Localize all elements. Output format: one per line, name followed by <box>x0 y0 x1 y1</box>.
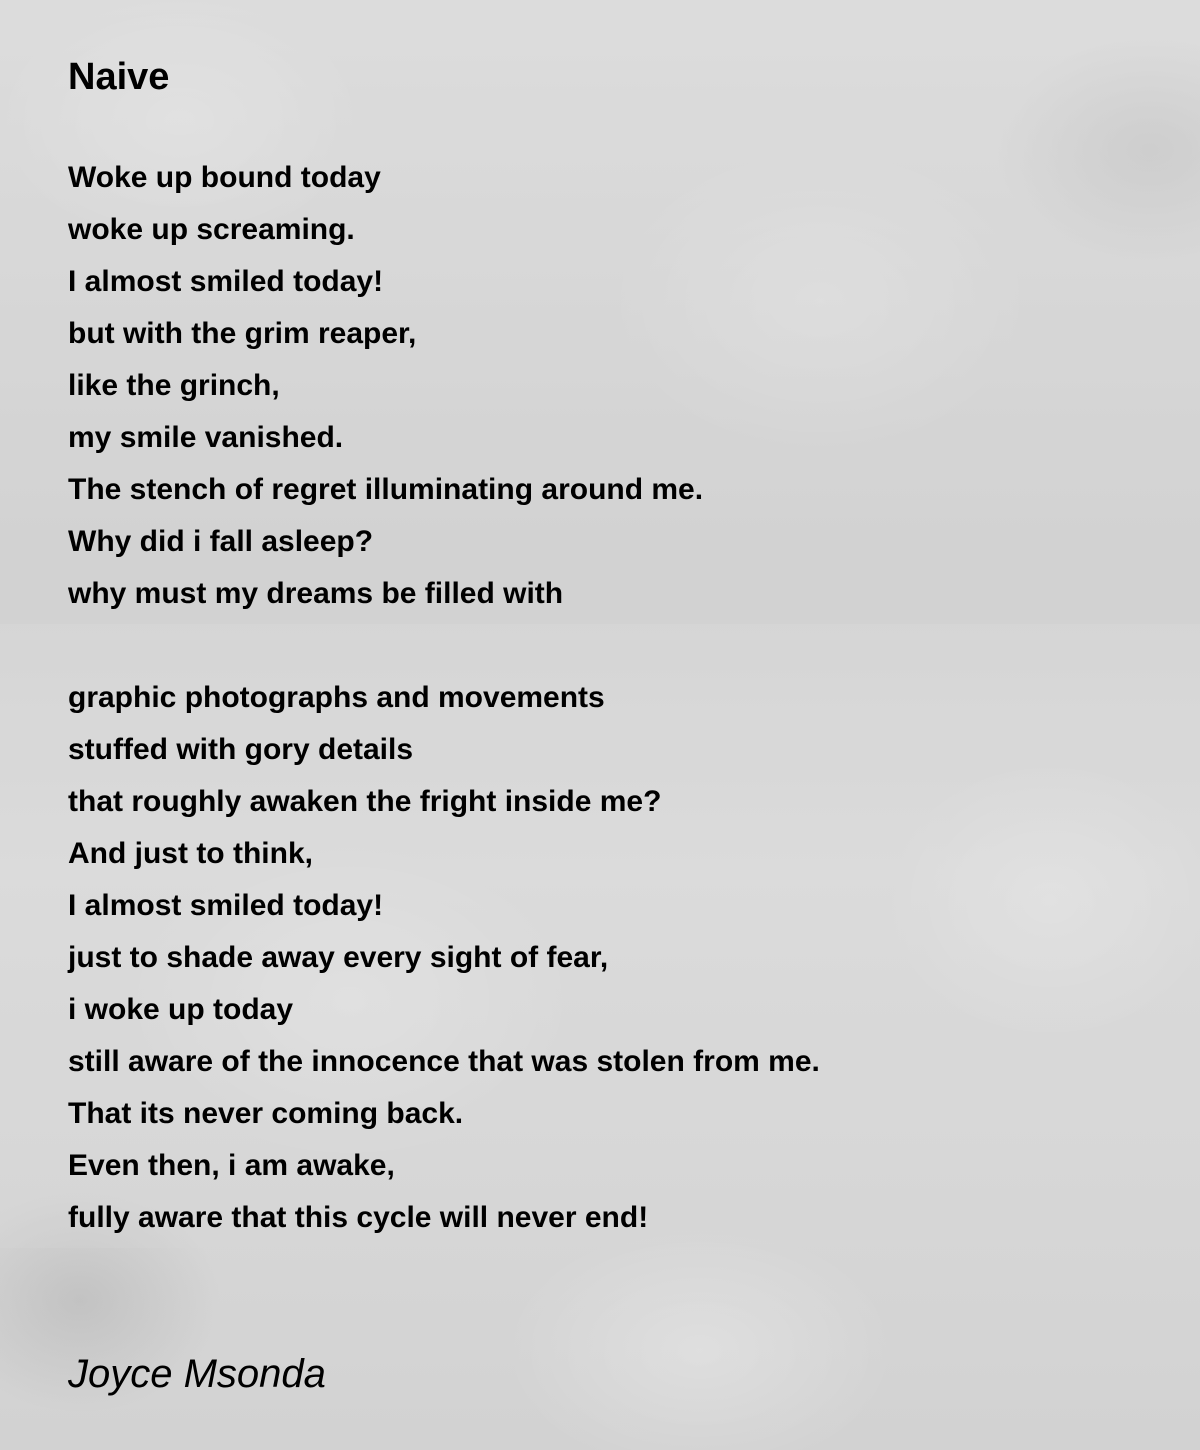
poem-line: graphic photographs and movements <box>68 681 605 714</box>
poem-line: i woke up today <box>68 993 294 1026</box>
poem-line: my smile vanished. <box>68 421 344 454</box>
stanza-2 <box>68 672 1148 1244</box>
poem-line: just to shade away every sight of fear, <box>68 941 609 974</box>
stanza-1 <box>68 152 1148 620</box>
poem-line: fully aware that this cycle will never end! <box>68 1201 649 1234</box>
poem-line: I almost smiled today! <box>68 889 384 922</box>
poem-body <box>68 152 1148 1244</box>
poem-line: Woke up bound today <box>68 161 381 194</box>
poem-line: why must my dreams be filled with <box>68 577 564 610</box>
poem-title: Naive <box>68 56 170 98</box>
stanza-break <box>68 620 1148 672</box>
poem-line: Why did i fall asleep? <box>68 525 374 558</box>
poem-line: still aware of the innocence that was stolen from me. <box>68 1045 820 1078</box>
poem-line: That its never coming back. <box>68 1097 464 1130</box>
poem-author: Joyce Msonda <box>68 1352 326 1396</box>
poem-line: but with the grim reaper, <box>68 317 417 350</box>
poem-line: that roughly awaken the fright inside me? <box>68 785 662 818</box>
poem-line: The stench of regret illuminating around me. <box>68 473 704 506</box>
poem-line: like the grinch, <box>68 369 280 402</box>
poem-line: I almost smiled today! <box>68 265 384 298</box>
poem-line: woke up screaming. <box>68 213 355 246</box>
poem-line: And just to think, <box>68 837 313 870</box>
poem-line: Even then, i am awake, <box>68 1149 395 1182</box>
poem-line: stuffed with gory details <box>68 733 414 766</box>
poem-container <box>68 54 1148 1244</box>
